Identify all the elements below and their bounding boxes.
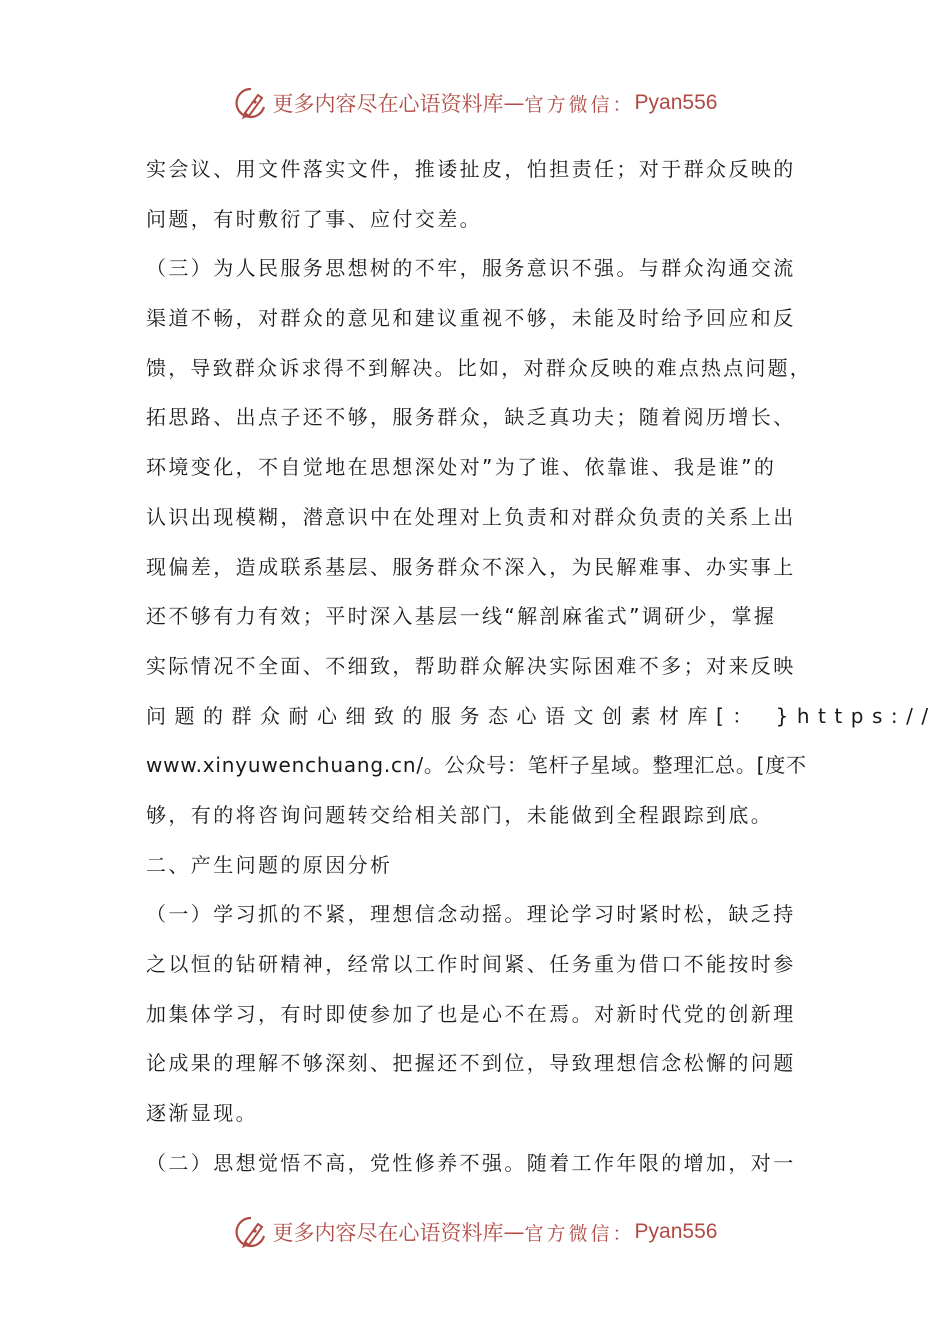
text-line: 认识出现模糊，潜意识中在处理对上负责和对群众负责的关系上出 bbox=[146, 504, 796, 529]
text-line: （二）思想觉悟不高，党性修养不强。随着工作年限的增加，对一 bbox=[146, 1150, 796, 1175]
text-line: （三）为人民服务思想树的不牢，服务意识不强。与群众沟通交流 bbox=[146, 256, 796, 281]
text-line: 加集体学习，有时即使参加了也是心不在焉。对新时代党的创新理 bbox=[146, 1001, 796, 1026]
banner-wechat-id: Pyan556 bbox=[634, 91, 718, 114]
text-line: 环境变化，不自觉地在思想深处对”为了谁、依靠谁、我是谁”的 bbox=[146, 455, 777, 480]
banner-wechat-label: 官方微信： bbox=[524, 1222, 635, 1245]
banner-dash: — bbox=[503, 91, 525, 115]
text-line: 馈，导致群众诉求得不到解决。比如，对群众反映的难点热点问题， bbox=[146, 355, 812, 380]
text-line: 问题，有时敷衍了事、应付交差。 bbox=[146, 206, 482, 231]
document-body bbox=[146, 145, 937, 1188]
text-line: 逐渐显现。 bbox=[146, 1101, 258, 1126]
text-line: www.xinyuwenchuang.cn/。公众号：笔杆子星域。整理汇总。[度不 bbox=[146, 753, 807, 778]
section-heading: 二、产生问题的原因分析 bbox=[146, 852, 393, 877]
pen-nib-circle-icon bbox=[233, 85, 269, 121]
text-line: 之以恒的钻研精神，经常以工作时间紧、任务重为借口不能按时参 bbox=[146, 952, 796, 976]
banner-slogan: 更多内容尽在心语资料库 bbox=[272, 1221, 504, 1245]
pen-nib-circle-icon bbox=[233, 1214, 269, 1250]
banner-wechat-id: Pyan556 bbox=[634, 1220, 718, 1243]
text-line: 问题的群众耐心细致的服务态心语文创素材库[： }https:// bbox=[146, 703, 937, 728]
text-line: 论成果的理解不够深刻、把握还不到位，导致理想信念松懈的问题 bbox=[146, 1051, 796, 1076]
text-line: （一）学习抓的不紧，理想信念动摇。理论学习时紧时松，缺乏持 bbox=[146, 902, 796, 927]
header-banner bbox=[0, 83, 950, 123]
text-line: 拓思路、出点子还不够，服务群众，缺乏真功夫；随着阅历增长、 bbox=[146, 405, 796, 430]
text-line: 够，有的将咨询问题转交给相关部门，未能做到全程跟踪到底。 bbox=[146, 802, 774, 827]
text-line: 现偏差，造成联系基层、服务群众不深入，为民解难事、办实事上 bbox=[146, 554, 796, 579]
text-line: 实际情况不全面、不细致，帮助群众解决实际困难不多；对来反映 bbox=[146, 653, 796, 678]
footer-banner bbox=[0, 1212, 950, 1252]
text-line: 还不够有力有效；平时深入基层一线“解剖麻雀式”调研少，掌握 bbox=[146, 604, 777, 629]
banner-dash: — bbox=[503, 1220, 525, 1244]
text-line: 渠道不畅，对群众的意见和建议重视不够，未能及时给予回应和反 bbox=[146, 306, 796, 331]
banner-slogan: 更多内容尽在心语资料库 bbox=[272, 92, 504, 116]
banner-wechat-label: 官方微信： bbox=[524, 93, 635, 116]
text-line: 实会议、用文件落实文件，推诿扯皮，怕担责任；对于群众反映的 bbox=[146, 157, 796, 181]
